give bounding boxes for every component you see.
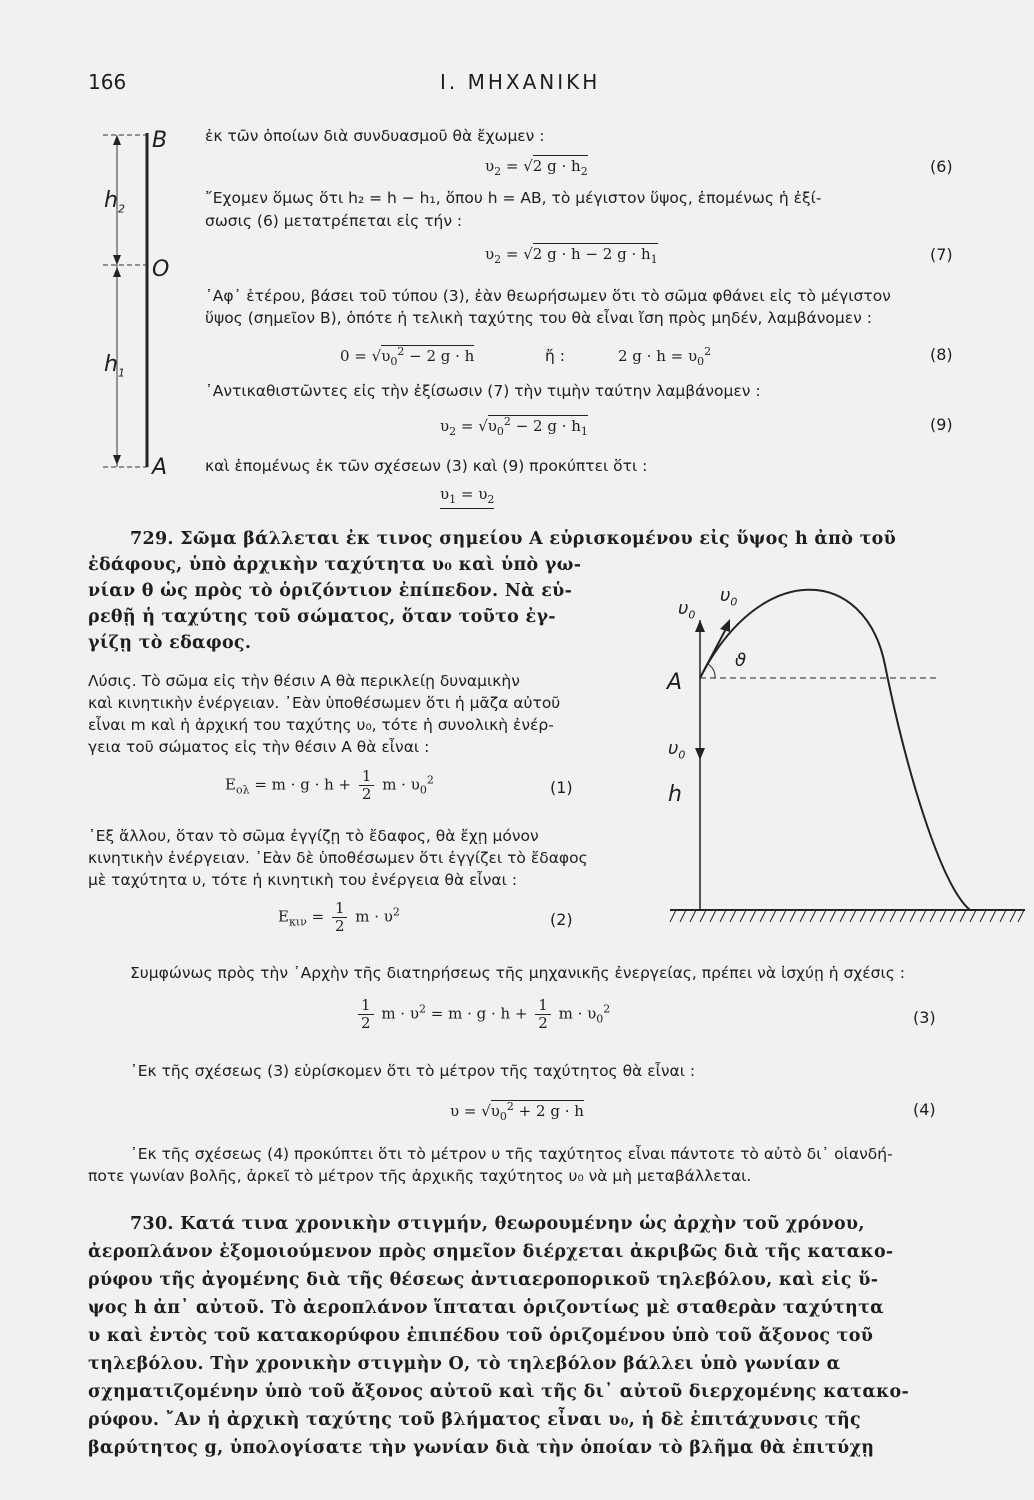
equation-8b: 2 $g \cdot h = \upsilon_0^2$ <box>618 345 712 368</box>
problem-729-line5: γίζῃ τὸ εδαφος. <box>88 633 252 653</box>
eq9-number: (9) <box>930 415 953 434</box>
problem-730-line6: τηλεβόλου. Τὴν χρονικὴν στιγμὴν Ο, τὸ τηλεβόλον βάλλει ὑπὸ γωνίαν α <box>88 1354 841 1374</box>
paragraph-7: Συμφώνως πρὸς τὴν ᾿Αρχὴν τῆς διατηρήσεως τῆς μηχανικῆς ἐνεργείας, πρέπει νὰ ἰσχύῃ ἡ σχέσις : <box>130 964 905 982</box>
equation-2: $E_{\kappa\iota\nu}$ = $\frac{1}{2}$ $m \cdot \upsilon^2$ <box>278 899 400 935</box>
problem-729-line1: 729. Σῶμα βάλλεται ἐκ τινος σημείου Α εὑρισκομένου εἰς ὕψος h ἀπὸ τοῦ <box>130 529 897 549</box>
paragraph-6-line2: κινητικὴν ἐνέργειαν. ᾿Εὰν δὲ ὑποθέσωμεν ὅτι ἐγγίζει τὸ ἔδαφος <box>88 849 588 867</box>
equation-4: $\upsilon = √\upsilon_0^2 + 2$ g · h <box>450 1100 584 1123</box>
paragraph-8: ᾿Εκ τῆς σχέσεως (3) εὑρίσκομεν ὅτι τὸ μέτρον τῆς ταχύτητος θὰ εἶναι : <box>130 1062 696 1080</box>
solution-line2: καὶ κινητικὴν ἐνέργειαν. ᾿Εὰν ὑποθέσωμεν ὅτι ἡ μᾶζα αὐτοῦ <box>88 694 561 712</box>
label-h1: $h_1$ <box>104 352 125 380</box>
traj-label-theta: ϑ <box>735 650 747 671</box>
label-h2: $h_2$ <box>104 188 125 216</box>
height-diagram <box>95 125 185 475</box>
result-equation: $\upsilon_1 = \upsilon_2$ <box>440 485 494 509</box>
paragraph-6-line1: ᾿Εξ ἄλλου, ὅταν τὸ σῶμα ἐγγίζῃ τὸ ἔδαφος, θὰ ἔχῃ μόνον <box>88 827 539 845</box>
traj-label-v0-lower: $\upsilon_0$ <box>668 738 686 762</box>
paragraph-2-line1: ῎Εχομεν ὅμως ὅτι h₂ = h − h₁, ὅπου h = AB, τὸ μέγιστον ὕψος, ἑπομένως ἡ ἐξί- <box>205 189 822 207</box>
paragraph-2-line2: σωσις (6) μετατρέπεται εἰς τήν : <box>205 212 463 230</box>
equation-3: $\frac{1}{2}$ $m \cdot \upsilon^2 = m \cdot g \cdot h$ + $\frac{1}{2}$ $m \cdot \upsilon_0^2$ <box>355 997 610 1032</box>
problem-730-line1: 730. Κατά τινα χρονικὴν στιγμήν, θεωρουμένην ὡς ἀρχὴν τοῦ χρόνου, <box>130 1214 865 1234</box>
paragraph-3-line1: ᾿Αφ᾿ ἑτέρου, βάσει τοῦ τύπου (3), ἐὰν θεωρήσωμεν ὅτι τὸ σῶμα φθάνει εἰς τὸ μέγιστον <box>205 287 891 305</box>
problem-729-line2: ἐδάφους, ὑπὸ ἀρχικὴν ταχύτητα υ₀ καὶ ὑπὸ γω- <box>88 555 582 575</box>
eq6-number: (6) <box>930 157 953 176</box>
equation-8a: $0 = √\upsilon_0^2 - 2$ g · h <box>340 345 475 368</box>
eq1-number: (1) <box>550 778 573 797</box>
equation-6: $\upsilon_2 = √2$ $g \cdot h_2$ <box>485 157 588 178</box>
traj-label-v0-left: $\upsilon_0$ <box>678 598 696 622</box>
problem-730-line9: βαρύτητος g, ὑπολογίσατε τὴν γωνίαν διὰ τὴν ὁποίαν τὸ βλῆμα θὰ ἐπιτύχῃ <box>88 1438 875 1458</box>
eq3-number: (3) <box>913 1008 936 1027</box>
problem-729-line4: ρεθῇ ἡ ταχύτης τοῦ σώματος, ὅταν τοῦτο ἐγ- <box>88 607 556 627</box>
solution-line4: γεια τοῦ σώματος εἰς τὴν θέσιν Α θὰ εἶναι : <box>88 738 430 756</box>
page-number: 166 <box>88 70 127 94</box>
paragraph-5: καὶ ἑπομένως ἐκ τῶν σχέσεων (3) καὶ (9) προκύπτει ὅτι : <box>205 457 648 475</box>
intro-text: ἐκ τῶν ὁποίων διὰ συνδυασμοῦ θὰ ἔχωμεν : <box>205 127 545 145</box>
equation-7: $\upsilon_2 = √2$ g · h − 2 $g \cdot h_1$ <box>485 245 658 266</box>
problem-730-line3: ρύφου τῆς ἀγομένης διὰ τῆς θέσεως ἀντιαεροπορικοῦ τηλεβόλου, καὶ εἰς ὕ- <box>88 1270 879 1290</box>
problem-730-line4: ψος h ἀπ᾿ αὐτοῦ. Τὸ ἀεροπλάνον ἵπταται ὁριζοντίως μὲ σταθερὰν ταχύτητα <box>88 1298 884 1318</box>
chapter-title: I. ΜΗΧΑΝΙΚΗ <box>440 70 601 94</box>
paragraph-9-line2: ποτε γωνίαν βολῆς, ἀρκεῖ τὸ μέτρον τῆς ἀρχικῆς ταχύτητος υ₀ νὰ μὴ μεταβάλλεται. <box>88 1167 752 1185</box>
label-A: A <box>152 455 168 480</box>
traj-label-v0-arrow: $\upsilon_0$ <box>720 585 738 609</box>
eq8-or: ἤ : <box>545 347 565 365</box>
paragraph-6-line3: μὲ ταχύτητα υ, τότε ἡ κινητικὴ του ἐνέργεια θὰ εἶναι : <box>88 871 518 889</box>
eq2-number: (2) <box>550 910 573 929</box>
problem-730-line7: σχηματιζομένην ὑπὸ τοῦ ἄξονος αὐτοῦ καὶ τῆς δι᾿ αὐτοῦ διερχομένης κατακο- <box>88 1382 910 1402</box>
paragraph-9-line1: ᾿Εκ τῆς σχέσεως (4) προκύπτει ὅτι τὸ μέτρον υ τῆς ταχύτητος εἶναι πάντοτε τὸ αὐτὸ δι᾿ οἱανδή- <box>130 1145 893 1163</box>
paragraph-3-line2: ὕψος (σημεῖον B), ὁπότε ἡ τελικὴ ταχύτης του θὰ εἶναι ἴση πρὸς μηδέν, λαμβάνομεν : <box>205 309 872 327</box>
trajectory-diagram <box>640 585 1030 930</box>
eq7-number: (7) <box>930 245 953 264</box>
problem-730-line2: ἀεροπλάνον ἐξομοιούμενον πρὸς σημεῖον διέρχεται ἀκριβῶς διὰ τῆς κατακο- <box>88 1242 894 1262</box>
equation-9: $\upsilon_2 = √\upsilon_0^2 - 2$ $g \cdot h_1$ <box>440 415 588 438</box>
label-O: O <box>152 257 170 282</box>
problem-730-line5: υ καὶ ἐντὸς τοῦ κατακορύφου ἐπιπέδου τοῦ ὁριζομένου ὑπὸ τοῦ ἄξονος τοῦ <box>88 1326 874 1346</box>
solution-line3: εἶναι m καὶ ἡ ἀρχική του ταχύτης υ₀, τότε ἡ συνολικὴ ἐνέρ- <box>88 716 554 734</box>
problem-729-line3: νίαν θ ὡς πρὸς τὸ ὁριζόντιον ἐπίπεδον. Νὰ εὑ- <box>88 581 573 601</box>
traj-label-h: h <box>668 782 682 807</box>
eq8-number: (8) <box>930 345 953 364</box>
eq4-number: (4) <box>913 1100 936 1119</box>
label-B: B <box>152 128 168 153</box>
problem-730-line8: ρύφου. ῎Αν ἡ ἀρχικὴ ταχύτης τοῦ βλήματος εἶναι υ₀, ἡ δὲ ἐπιτάχυνσις τῆς <box>88 1410 861 1430</box>
paragraph-4: ᾿Αντικαθιστῶντες εἰς τὴν ἐξίσωσιν (7) τὴν τιμὴν ταύτην λαμβάνομεν : <box>205 382 761 400</box>
traj-label-A: A <box>667 670 683 695</box>
equation-1: $E_{o\lambda} = m \cdot g \cdot h$ + $\frac{1}{2}$ $m \cdot \upsilon_0^2$ <box>225 767 434 803</box>
solution-line1: Λύσις. Τὸ σῶμα εἰς τὴν θέσιν Α θὰ περικλείῃ δυναμικὴν <box>88 672 520 690</box>
